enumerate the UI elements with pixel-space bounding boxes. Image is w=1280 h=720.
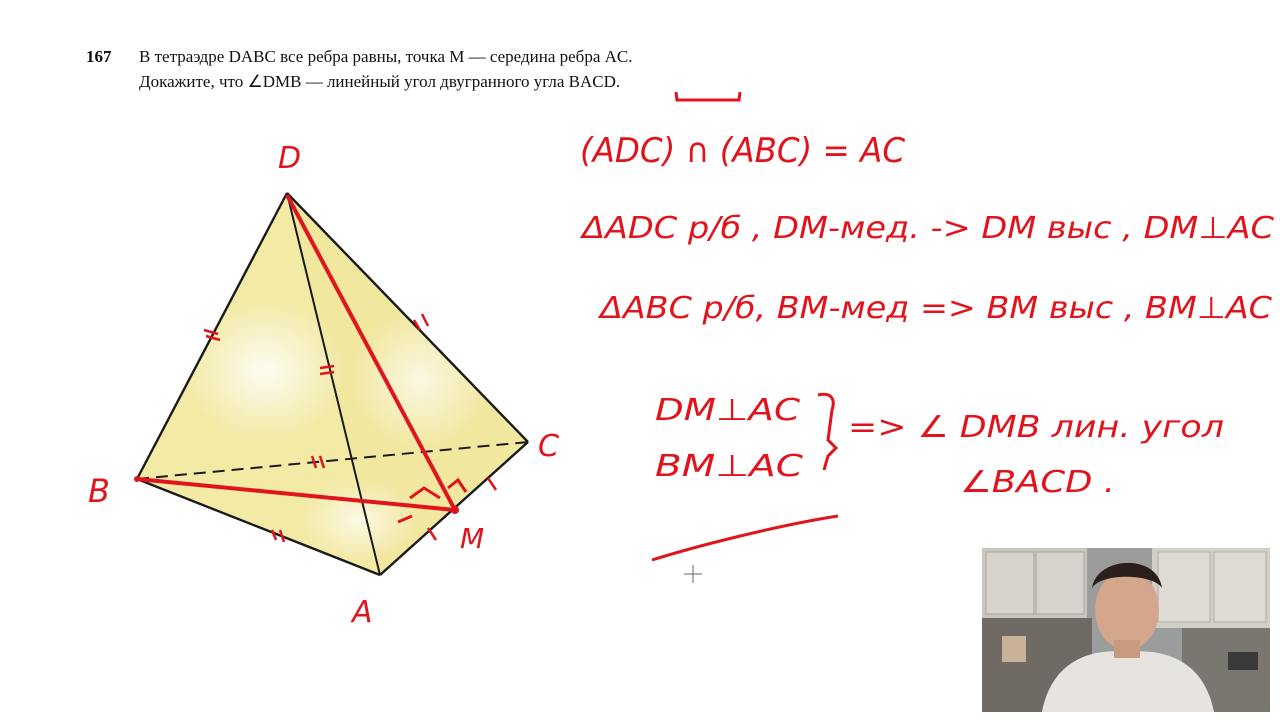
final-underline-stroke — [652, 516, 838, 560]
face-highlight-left — [185, 300, 345, 440]
brace-line-2: BM⊥AC — [655, 449, 804, 484]
problem-number: 167 — [86, 47, 112, 66]
handwriting-line-3: ΔABC р/б, BM-мед => BM выс , BM⊥AC — [597, 291, 1273, 326]
problem-text-line-1: В тетраэдре DABC все ребра равны, точка M — середина ребра AC. — [139, 47, 633, 66]
problem-text-line-2: Докажите, что ∠DMB — линейный угол двугранного угла BACD. — [139, 72, 621, 91]
vertex-label-m: M — [460, 522, 485, 555]
vertex-label-b: B — [88, 472, 110, 510]
webcam-overlay — [982, 548, 1270, 712]
tetrahedron — [137, 193, 528, 575]
crosshair-cursor-icon — [684, 565, 702, 583]
underline-bracket — [676, 92, 740, 100]
vertex-label-a: A — [352, 595, 373, 630]
person-face — [1095, 570, 1159, 650]
conclusion-line-2: ∠BACD . — [960, 465, 1115, 500]
curly-brace — [818, 394, 836, 470]
conclusion-line-1: => ∠ DMB лин. угол — [848, 410, 1224, 445]
point-m — [451, 506, 459, 514]
vertex-label-c: C — [538, 429, 559, 464]
handwriting-line-1: (ADC) ∩ (ABC) = AC — [580, 131, 906, 171]
webcam-video-frame — [982, 548, 1270, 712]
handwriting-line-2: ΔADC р/б , DM-мед. -> DM выс , DM⊥AC — [579, 211, 1275, 246]
vertex-label-d: D — [278, 141, 302, 176]
brace-line-1: DM⊥AC — [655, 393, 801, 428]
point-b — [134, 476, 140, 482]
